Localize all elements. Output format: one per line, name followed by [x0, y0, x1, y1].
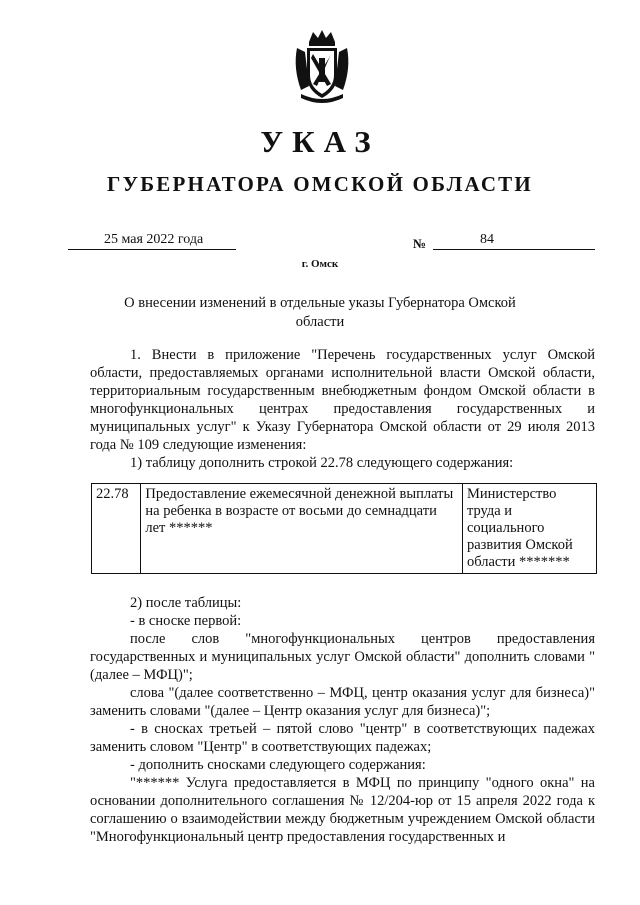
document-title: УКАЗ: [260, 124, 380, 159]
body-paragraph: - в сносках третьей – пятой слово "центр" в соответствующих падежах заменить словом "Центр" в соответствующих падежах;: [90, 721, 595, 755]
body-paragraph: - в сноске первой:: [130, 613, 242, 629]
body-paragraph: слова "(далее соответственно – МФЦ, центр оказания услуг для бизнеса)" заменить словами "(далее – Центр оказания услуг для бизнеса)";: [90, 685, 595, 719]
number-underline: [433, 249, 595, 250]
body-paragraph: "****** Услуга предоставляется в МФЦ по принципу "одного окна" на основании дополнительного соглашения № 12/204-юр от 15 апреля 2022 года к соглашению о взаимодействии между бюджетным учреждением Омской области "Многофункциональный центр предоставления государственных и: [90, 775, 595, 845]
decree-heading: О внесении изменений в отдельные указы Губернатора Омской области: [124, 295, 516, 330]
number-label: №: [413, 236, 427, 251]
table-cell-service: Предоставление ежемесячной денежной выплаты на ребенка в возрасте от восьми до семнадцати лет ******: [141, 484, 463, 574]
body-paragraph: 2) после таблицы:: [130, 595, 242, 611]
body-paragraph: 1) таблицу дополнить строкой 22.78 следующего содержания:: [130, 455, 514, 471]
body-block-bottom: [90, 594, 595, 846]
body-paragraph: после слов "многофункциональных центров предоставления государственных и муниципальных услуг Омской области" дополнить словами "(далее – МФЦ)";: [90, 631, 595, 683]
table-cell-number: 22.78: [92, 484, 141, 574]
amendment-table: [91, 483, 597, 574]
document-subtitle: ГУБЕРНАТОРА ОМСКОЙ ОБЛАСТИ: [107, 172, 533, 196]
body-paragraph: 1. Внести в приложение "Перечень государственных услуг Омской области, предоставляемых органами исполнительной власти Омской области, территориальным государственным внебюджетным фондом Омской области в многофункциональных центрах предоставления государственных и муниципальных услуг" к Указу Губернатора Омской области от 29 июля 2013 года № 109 следующие изменения:: [90, 347, 595, 453]
table-row: [92, 484, 597, 574]
body-block-top: [90, 346, 595, 472]
decree-date: 25 мая 2022 года: [104, 232, 204, 247]
table-cell-ministry: Министерство труда и социального развития Омской области *******: [462, 484, 596, 574]
coat-of-arms-emblem: [291, 28, 353, 104]
date-underline: [68, 249, 236, 250]
city: г. Омск: [301, 258, 339, 270]
body-paragraph: - дополнить сносками следующего содержания:: [130, 757, 426, 773]
decree-number: 84: [480, 232, 494, 247]
